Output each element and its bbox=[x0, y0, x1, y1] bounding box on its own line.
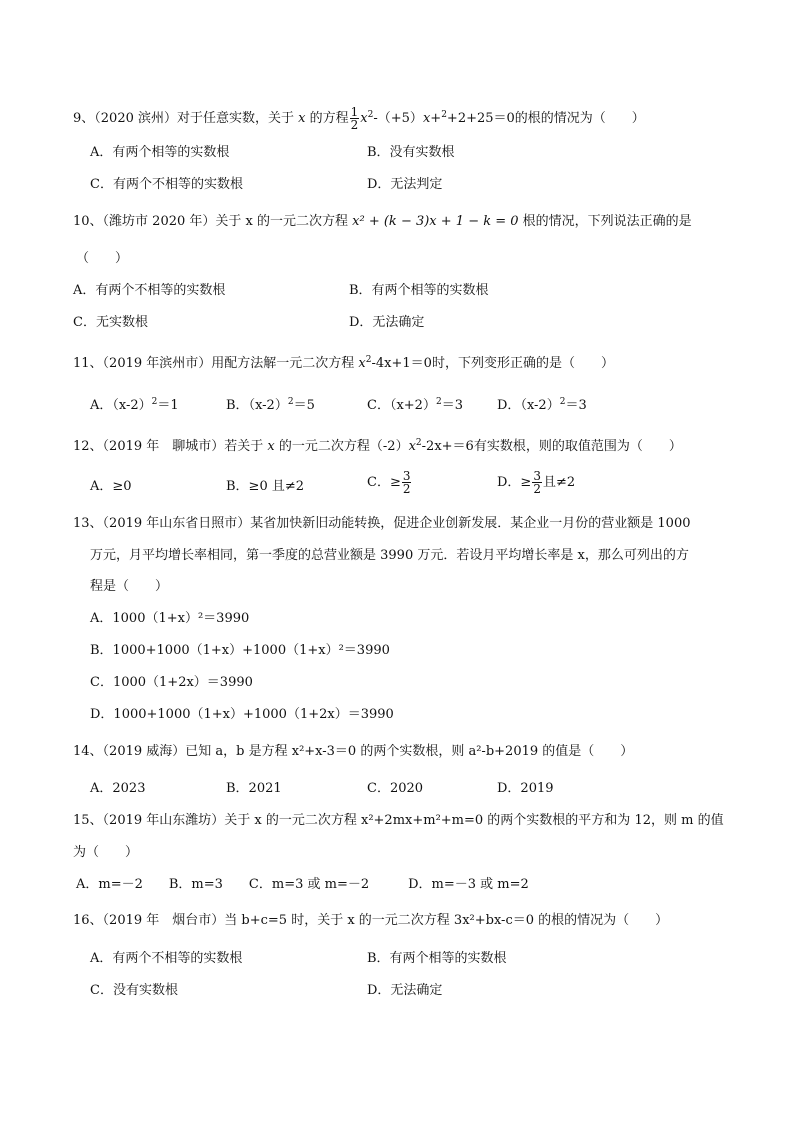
question-text: 万元，月平均增长率相同，第一季度的总营业额是 3990 万元．若设月平均增长率是 x，那么可列出的方 bbox=[90, 548, 689, 563]
question-number: 11、 bbox=[73, 356, 103, 371]
option-a: A．2023 bbox=[90, 781, 146, 796]
question-15 bbox=[73, 812, 724, 830]
question-number: 10、 bbox=[73, 214, 103, 229]
options-row: A．m=－2 B．m=3 C．m=3 或 m=－2 D．m=－3 或 m=2 bbox=[76, 877, 529, 892]
question-number: 14、 bbox=[73, 744, 103, 759]
question-text: 关于 x 的一元二次方程 bbox=[215, 214, 349, 229]
option-b: B．$(x-2)^2=5$ bbox=[226, 397, 315, 413]
equation: x² + (k − 3)x + 1 − k = 0 bbox=[352, 214, 519, 229]
question-text: 时，下列变形正确的是（ ） bbox=[431, 356, 614, 371]
option-d: D．≥ $\frac{3}{2}$ 且≠2 bbox=[497, 469, 576, 496]
question-12: 12、（2019 年 聊城市）若关于 x 的一元二次方程$(-2)x^2-2x+=6$有实数根，则的取值范围为（ ） bbox=[73, 438, 682, 454]
question-text: 为（ ） bbox=[73, 845, 139, 860]
option-c: C．1000（1+2x）＝3990 bbox=[90, 675, 253, 690]
option-a: A．有两个不相等的实数根 bbox=[73, 283, 226, 298]
question-number: 16、 bbox=[73, 913, 103, 928]
question-number: 13、 bbox=[73, 516, 103, 531]
question-11: 11、（2019 年滨州市）用配方法解一元二次方程 $x^2-4x+1=0$时，下列变形正确的是（ ） bbox=[73, 355, 614, 371]
question-source: （2019 年 聊城市） bbox=[102, 439, 225, 454]
question-16 bbox=[73, 912, 668, 930]
question-source: （2019 年山东省日照市） bbox=[102, 516, 251, 531]
question-text: 若关于 bbox=[224, 439, 264, 454]
question-9: 9、（2020 滨州）对于任意实数，关于 x 的方程 $\frac{1}{2}$ $x^2-(+5)x+^2+2+25=0$的根的情况为（ ） bbox=[73, 105, 645, 132]
question-source: （潍坊市 2020 年） bbox=[102, 214, 216, 229]
option-b: B．有两个相等的实数根 bbox=[349, 283, 489, 298]
option-c: C．2020 bbox=[367, 781, 424, 796]
option-b: B．有两个相等的实数根 bbox=[367, 951, 507, 966]
option-b: B．≥0 且≠2 bbox=[226, 479, 305, 494]
question-number: 15、 bbox=[73, 813, 103, 828]
option-c: C．没有实数根 bbox=[90, 983, 178, 998]
question-text: 某省加快新旧动能转换，促进企业创新发展．某企业一月份的营业额是 1000 bbox=[250, 516, 691, 531]
question-10 bbox=[73, 213, 692, 231]
question-text: 根的情况，下列说法正确的是 bbox=[522, 214, 692, 229]
question-number: 9、 bbox=[73, 111, 95, 126]
answer-blank: （ ） bbox=[76, 251, 129, 266]
option-c: C．≥ $\frac{3}{2}$ bbox=[367, 469, 411, 496]
question-source: （2019 年山东潍坊） bbox=[102, 813, 225, 828]
option-d: D．无法确定 bbox=[349, 315, 425, 330]
question-14 bbox=[73, 743, 633, 761]
option-d: D．无法判定 bbox=[367, 177, 443, 192]
option-a: A．$(x-2)^2=1$ bbox=[90, 397, 179, 413]
option-c: C．无实数根 bbox=[73, 315, 148, 330]
question-text: 的根的情况为（ ） bbox=[514, 111, 645, 126]
option-d: D．$(x-2)^2=3$ bbox=[497, 397, 587, 413]
option-d: D．1000+1000（1+x）+1000（1+2x）＝3990 bbox=[90, 707, 394, 722]
question-text: 当 b+c=5 时，关于 x 的一元二次方程 3x²+bx-c＝0 的根的情况为（ ） bbox=[224, 913, 669, 928]
question-text: 的方程 bbox=[309, 111, 349, 126]
option-b: B．1000+1000（1+x）+1000（1+x）²＝3990 bbox=[90, 643, 390, 658]
variable: x bbox=[298, 111, 306, 126]
option-d: D．无法确定 bbox=[367, 983, 443, 998]
option-a: A．有两个相等的实数根 bbox=[90, 145, 230, 160]
question-text: 关于 x 的一元二次方程 x²+2mx+m²+m=0 的两个实数根的平方和为 12，则 m 的值 bbox=[224, 813, 724, 828]
question-source: （2019 年滨州市） bbox=[102, 356, 212, 371]
question-number: 12、 bbox=[73, 439, 103, 454]
question-text: 对于任意实数，关于 bbox=[177, 111, 295, 126]
option-c: C．有两个不相等的实数根 bbox=[90, 177, 243, 192]
option-b: B．2021 bbox=[226, 781, 282, 796]
option-a: A．有两个不相等的实数根 bbox=[90, 951, 243, 966]
option-b: B．没有实数根 bbox=[367, 145, 455, 160]
question-text: 用配方法解一元二次方程 bbox=[211, 356, 355, 371]
option-a: A．1000（1+x）²＝3990 bbox=[90, 611, 250, 626]
option-c: C．$(x+2)^2=3$ bbox=[367, 397, 463, 413]
question-source: （2019 威海） bbox=[102, 744, 186, 759]
fraction: $\frac{1}{2}$ bbox=[350, 105, 359, 132]
question-source: （2019 年 烟台市） bbox=[102, 913, 225, 928]
question-13 bbox=[73, 515, 690, 533]
option-a: A．≥0 bbox=[90, 479, 132, 494]
question-text: 程是（ ） bbox=[90, 579, 169, 594]
option-d: D．2019 bbox=[497, 781, 554, 796]
question-text: 已知 a，b 是方程 x²+x-3＝0 的两个实数根，则 a²-b+2019 的值是（ ） bbox=[185, 744, 634, 759]
question-source: （2020 滨州） bbox=[94, 111, 177, 126]
